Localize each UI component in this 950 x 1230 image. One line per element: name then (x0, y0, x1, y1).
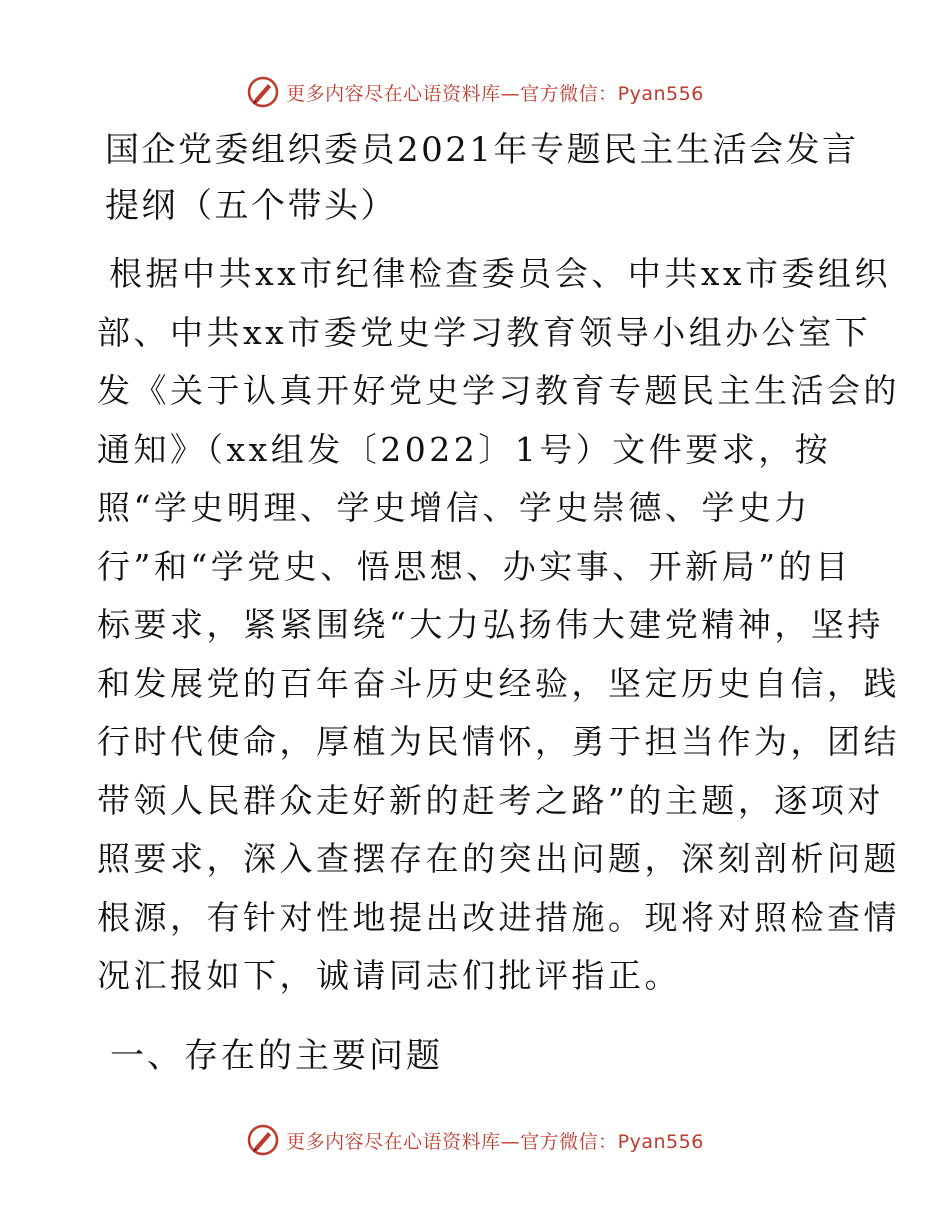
watermark-footer (0, 1120, 950, 1160)
document-title: 国企党委组织委员2021年专题民主生活会发言提纲（五个带头） (105, 130, 859, 226)
paragraph-line: 部、中共xx市委党史学习教育领导小组办公室下 (97, 312, 872, 352)
paragraph-line: 发《关于认真开好党史学习教育专题民主生活会的 (97, 371, 900, 410)
paragraph-line: 照“学史明理、学史增信、学史崇德、学史力 (97, 488, 811, 527)
watermark-text: 更多内容尽在心语资料库—官方微信：Pyan556 (286, 82, 704, 105)
watermark-text: 更多内容尽在心语资料库—官方微信：Pyan556 (286, 1130, 704, 1153)
paragraph-line: 带领人民群众走好新的赶考之路”的主题，逐项对 (97, 780, 884, 820)
section-heading: 一、存在的主要问题 (110, 1036, 443, 1076)
paragraph-line: 标要求，紧紧围绕“大力弘扬伟大建党精神，坚持 (97, 605, 884, 644)
paragraph-line: 根源，有针对性地提出改进措施。现将对照检查情 (97, 897, 900, 937)
paragraph-line: 根据中共xx市纪律检查委员会、中共xx市委组织 (109, 254, 891, 293)
body-paragraph (97, 245, 900, 1006)
paragraph-line: 通知》（xx组发〔2022〕1号）文件要求，按 (97, 429, 832, 469)
paragraph-line: 况汇报如下，诚请同志们批评指正。 (97, 956, 681, 995)
paragraph-line: 和发展党的百年奋斗历史经验，坚定历史自信，践 (97, 663, 900, 703)
paragraph-line: 行”和“学党史、悟思想、办实事、开新局”的目 (97, 546, 852, 586)
paragraph-line: 照要求，深入查摆存在的突出问题，深刻剖析问题 (97, 839, 900, 878)
watermark-header (0, 72, 950, 112)
paragraph-line: 行时代使命，厚植为民情怀，勇于担当作为，团结 (97, 722, 900, 761)
pen-logo-icon (246, 1123, 280, 1157)
pen-logo-icon (246, 75, 280, 109)
